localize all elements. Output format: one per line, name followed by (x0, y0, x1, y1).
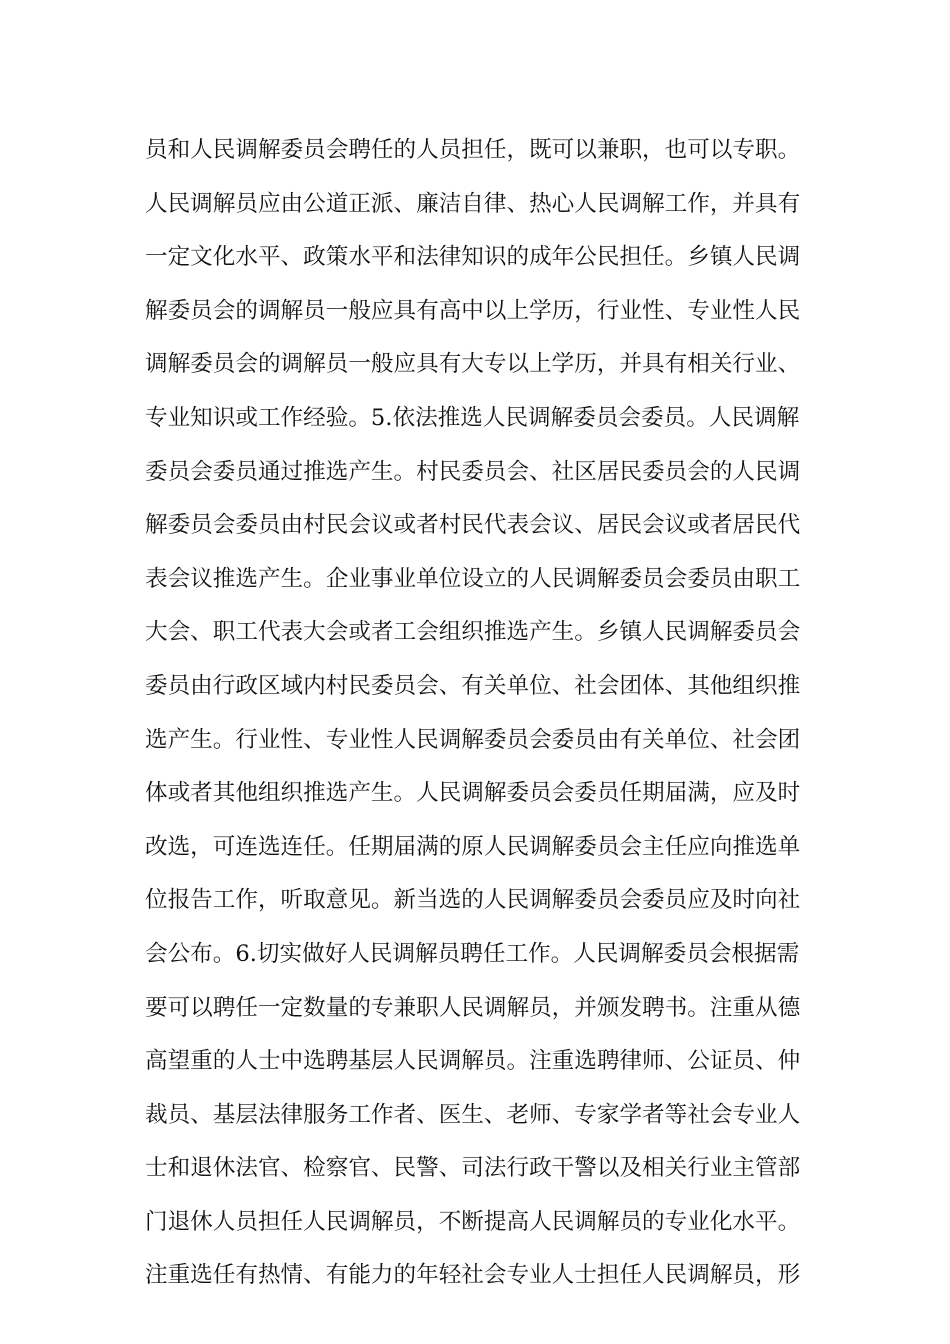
text-line: 高望重的人士中选聘基层人民调解员。注重选聘律师、公证员、仲 (145, 1048, 801, 1075)
text-line: 裁员、基层法律服务工作者、医生、老师、专家学者等社会专业人 (145, 1101, 801, 1128)
text-line: 委员会委员通过推选产生。村民委员会、社区居民委员会的人民调 (145, 458, 801, 485)
text-line: 解委员会委员由村民会议或者村民代表会议、居民会议或者居民代 (145, 512, 801, 539)
text-line: 人民调解员应由公道正派、廉洁自律、热心人民调解工作，并具有 (145, 190, 801, 217)
body-text (145, 134, 815, 1313)
text-line: 专业知识或工作经验。5.依法推选人民调解委员会委员。人民调解 (145, 404, 800, 431)
text-line: 员和人民调解委员会聘任的人员担任，既可以兼职，也可以专职。 (145, 137, 801, 163)
text-line: 门退休人员担任人民调解员，不断提高人民调解员的专业化水平。 (145, 1208, 801, 1235)
text-line: 一定文化水平、政策水平和法律知识的成年公民担任。乡镇人民调 (145, 244, 801, 271)
text-line: 大会、职工代表大会或者工会组织推选产生。乡镇人民调解委员会 (145, 619, 801, 646)
text-line: 注重选任有热情、有能力的年轻社会专业人士担任人民调解员，形 (145, 1262, 801, 1289)
text-line: 表会议推选产生。企业事业单位设立的人民调解委员会委员由职工 (145, 565, 801, 592)
text-line: 要可以聘任一定数量的专兼职人民调解员，并颁发聘书。注重从德 (145, 994, 801, 1021)
text-line: 选产生。行业性、专业性人民调解委员会委员由有关单位、社会团 (145, 726, 801, 753)
text-line: 会公布。6.切实做好人民调解员聘任工作。人民调解委员会根据需 (145, 940, 800, 967)
text-line: 调解委员会的调解员一般应具有大专以上学历，并具有相关行业、 (145, 351, 801, 378)
text-line: 体或者其他组织推选产生。人民调解委员会委员任期届满，应及时 (145, 780, 801, 807)
text-line: 位报告工作，听取意见。新当选的人民调解委员会委员应及时向社 (145, 887, 801, 914)
text-line: 解委员会的调解员一般应具有高中以上学历，行业性、专业性人民 (145, 297, 801, 324)
text-line: 士和退休法官、检察官、民警、司法行政干警以及相关行业主管部 (145, 1155, 801, 1182)
text-line: 改选，可连选连任。任期届满的原人民调解委员会主任应向推选单 (145, 833, 801, 860)
text-line: 委员由行政区域内村民委员会、有关单位、社会团体、其他组织推 (145, 672, 801, 699)
